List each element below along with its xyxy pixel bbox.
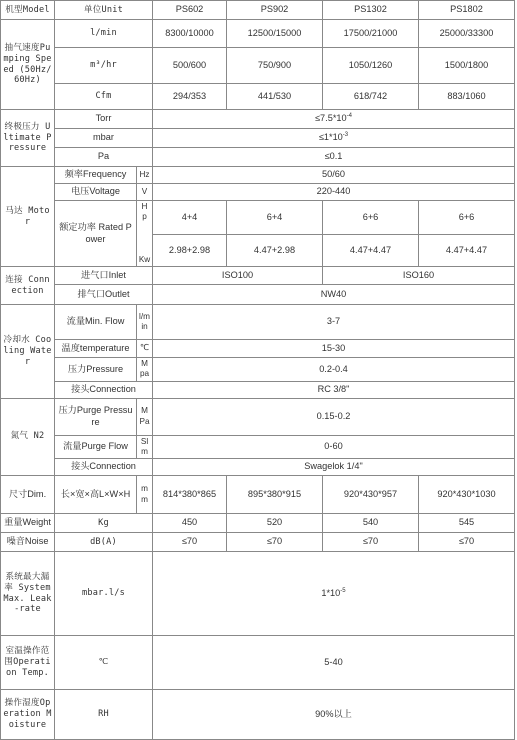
weight-label: 重量Weight: [1, 514, 55, 533]
dimension-value: 920*430*1030: [419, 476, 515, 514]
frequency-unit: Hz: [137, 167, 153, 184]
ultimate-pressure-unit-pa: Pa: [55, 148, 153, 167]
pumping-speed-value: 17500/21000: [323, 20, 419, 48]
unit-label: 单位Unit: [55, 1, 153, 20]
pumping-speed-value: 1500/1800: [419, 48, 515, 84]
cooling-temperature-value: 15-30: [153, 340, 515, 358]
pumping-speed-value: 618/742: [323, 84, 419, 110]
outlet-label: 排气口Outlet: [55, 285, 153, 305]
outlet-value: NW40: [153, 285, 515, 305]
operation-temp-value: 5-40: [153, 636, 515, 690]
noise-label: 噪音Noise: [1, 533, 55, 552]
purge-flow-label: 流量Purge Flow: [55, 435, 137, 459]
pumping-speed-value: 441/530: [227, 84, 323, 110]
model-ps902: PS902: [227, 1, 323, 20]
noise-value: ≤70: [227, 533, 323, 552]
operation-moisture-value: 90%以上: [153, 690, 515, 740]
frequency-label: 频率Frequency: [55, 167, 137, 184]
inlet-value-small: ISO100: [153, 267, 323, 285]
dimension-value: 920*430*957: [323, 476, 419, 514]
pumping-speed-value: 1050/1260: [323, 48, 419, 84]
n2-connection-label: 接头Connection: [55, 459, 153, 476]
purge-pressure-value: 0.15-0.2: [153, 398, 515, 435]
model-label: 机型Model: [1, 1, 55, 20]
weight-value: 520: [227, 514, 323, 533]
rated-power-kw: 4.47+2.98: [227, 235, 323, 267]
rated-power-unit: H p Kw: [137, 201, 153, 267]
rated-power-kw: 4.47+4.47: [323, 235, 419, 267]
ultimate-pressure-label: 终极压力 Ultimate Pressure: [1, 110, 55, 167]
dimension-label: 尺寸Dim.: [1, 476, 55, 514]
pumping-speed-value: 294/353: [153, 84, 227, 110]
pumping-speed-label: 抽气速度Pumping Speed (50Hz/60Hz): [1, 20, 55, 110]
pumping-speed-value: 883/1060: [419, 84, 515, 110]
inlet-value-large: ISO160: [323, 267, 515, 285]
rated-power-kw: 4.47+4.47: [419, 235, 515, 267]
operation-temp-unit: ℃: [55, 636, 153, 690]
cooling-flow-label: 流量Min. Flow: [55, 305, 137, 340]
cooling-flow-unit: l/min: [137, 305, 153, 340]
pumping-speed-value: 8300/10000: [153, 20, 227, 48]
purge-flow-unit: Slm: [137, 435, 153, 459]
ultimate-pressure-pa-value: ≤0.1: [153, 148, 515, 167]
connection-label: 连接 Connection: [1, 267, 55, 305]
motor-label: 马达 Motor: [1, 167, 55, 267]
dimension-unit: mm: [137, 476, 153, 514]
ultimate-pressure-unit-mbar: mbar: [55, 129, 153, 148]
operation-temp-label: 室温操作范围Operation Temp.: [1, 636, 55, 690]
dimension-value: 895*380*915: [227, 476, 323, 514]
weight-value: 540: [323, 514, 419, 533]
dimension-sub-label: 长×宽×高L×W×H: [55, 476, 137, 514]
operation-moisture-unit: RH: [55, 690, 153, 740]
cooling-water-label: 冷却水 Cooling Water: [1, 305, 55, 399]
inlet-label: 进气口Inlet: [55, 267, 153, 285]
cooling-flow-value: 3-7: [153, 305, 515, 340]
weight-unit: Kg: [55, 514, 153, 533]
purge-pressure-label: 压力Purge Pressure: [55, 398, 137, 435]
n2-label: 氮气 N2: [1, 398, 55, 476]
noise-value: ≤70: [419, 533, 515, 552]
rated-power-hp: 6+6: [419, 201, 515, 235]
cooling-temperature-label: 温度temperature: [55, 340, 137, 358]
leak-rate-unit: mbar.l/s: [55, 552, 153, 636]
purge-pressure-unit: MPa: [137, 398, 153, 435]
leak-rate-label: 系统最大漏率 System Max. Leak-rate: [1, 552, 55, 636]
noise-unit: dB(A): [55, 533, 153, 552]
cooling-pressure-unit: Mpa: [137, 358, 153, 382]
rated-power-hp: 6+6: [323, 201, 419, 235]
header-row: [1, 1, 515, 20]
ultimate-pressure-mbar-value: $\le 1*10^{-3}$: [153, 129, 515, 148]
pumping-speed-unit-lmin: l/min: [55, 20, 153, 48]
model-ps1302: PS1302: [323, 1, 419, 20]
rated-power-label: 额定功率 Rated Power: [55, 201, 137, 267]
voltage-value: 220-440: [153, 184, 515, 201]
model-ps602: PS602: [153, 1, 227, 20]
rated-power-hp: 6+4: [227, 201, 323, 235]
cooling-connection-value: RC 3/8": [153, 381, 515, 398]
pumping-speed-value: 12500/15000: [227, 20, 323, 48]
leak-rate-value: $1*10^{-5}$: [153, 552, 515, 636]
cooling-connection-label: 接头Connection: [55, 381, 153, 398]
noise-value: ≤70: [153, 533, 227, 552]
model-ps1802: PS1802: [419, 1, 515, 20]
pumping-speed-value: 500/600: [153, 48, 227, 84]
purge-flow-value: 0-60: [153, 435, 515, 459]
cooling-pressure-label: 压力Pressure: [55, 358, 137, 382]
frequency-value: 50/60: [153, 167, 515, 184]
n2-connection-value: Swagelok 1/4": [153, 459, 515, 476]
operation-moisture-label: 操作湿度Operation Moisture: [1, 690, 55, 740]
cooling-temperature-unit: ℃: [137, 340, 153, 358]
ultimate-pressure-unit-torr: Torr: [55, 110, 153, 129]
pumping-speed-unit-m3hr: m³/hr: [55, 48, 153, 84]
pumping-speed-value: 750/900: [227, 48, 323, 84]
weight-value: 545: [419, 514, 515, 533]
pumping-speed-value: 25000/33300: [419, 20, 515, 48]
voltage-unit: V: [137, 184, 153, 201]
rated-power-kw: 2.98+2.98: [153, 235, 227, 267]
voltage-label: 电压Voltage: [55, 184, 137, 201]
rated-power-hp: 4+4: [153, 201, 227, 235]
dimension-value: 814*380*865: [153, 476, 227, 514]
noise-value: ≤70: [323, 533, 419, 552]
ultimate-pressure-torr-value: $\le 7.5*10^{-4}$: [153, 110, 515, 129]
weight-value: 450: [153, 514, 227, 533]
pumping-speed-unit-cfm: Cfm: [55, 84, 153, 110]
cooling-pressure-value: 0.2-0.4: [153, 358, 515, 382]
